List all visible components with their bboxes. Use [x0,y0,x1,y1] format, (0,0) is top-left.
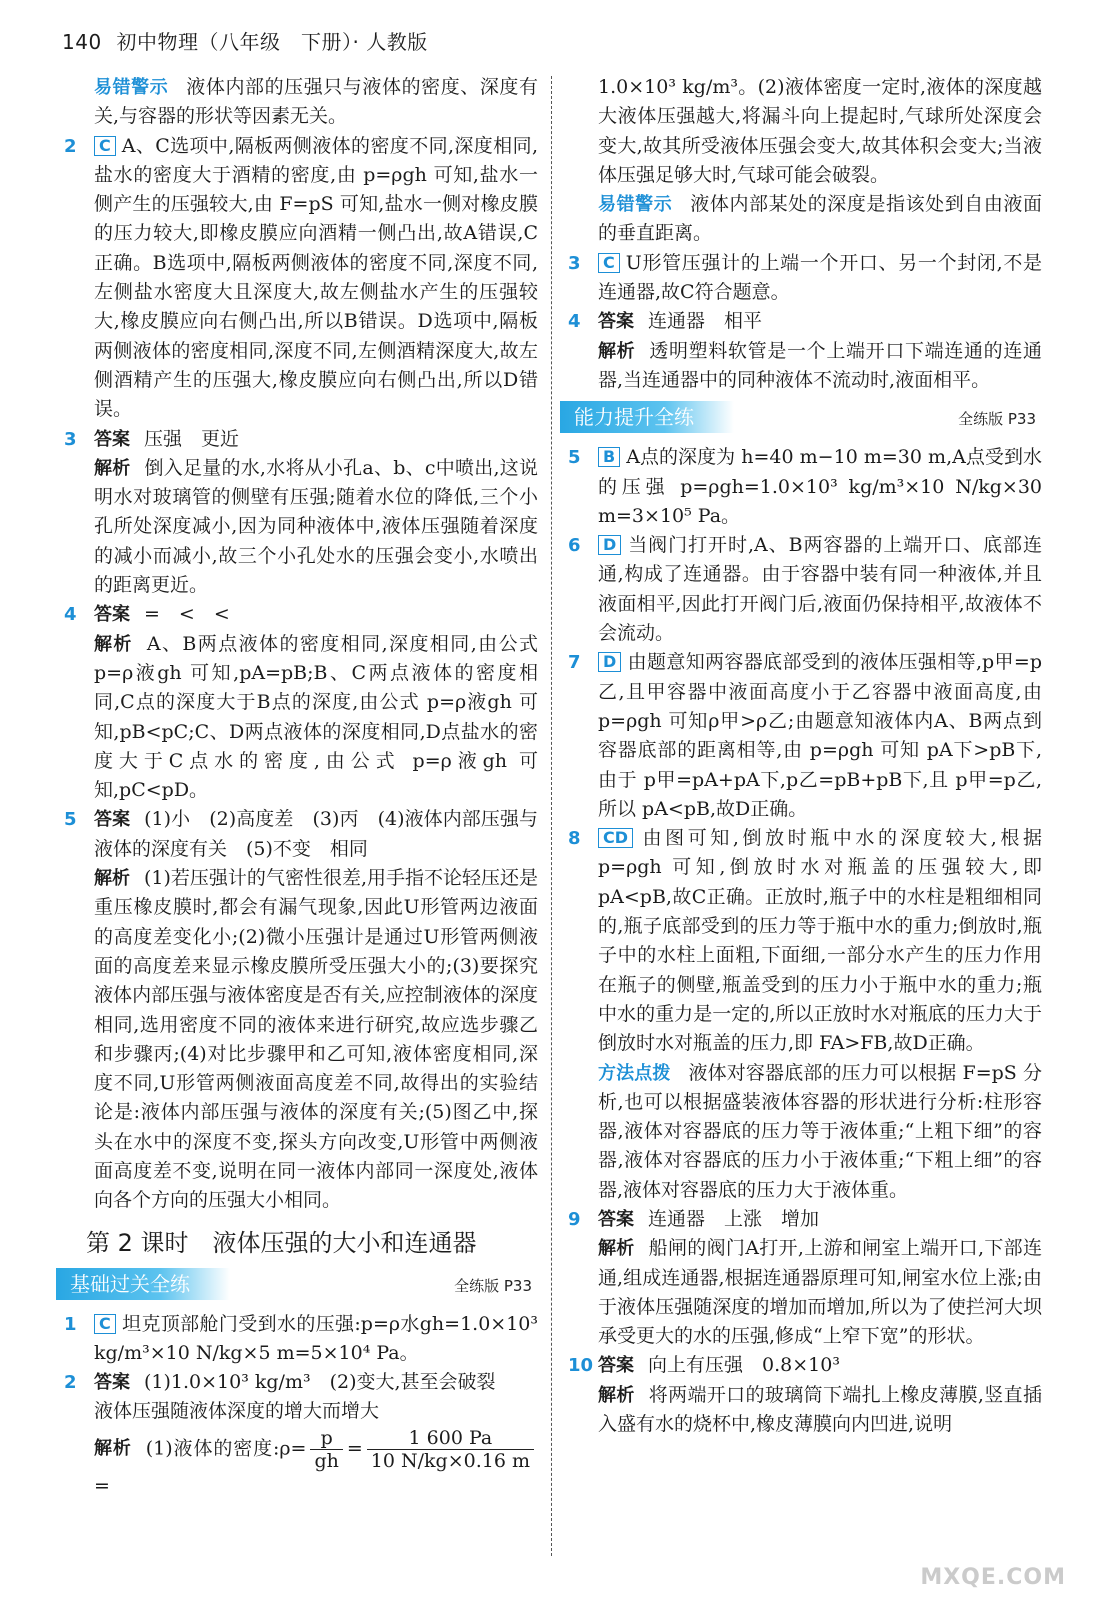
answer-box: CD [598,828,633,848]
equals-sign: = [346,1437,363,1460]
question-number: 2 [64,1372,77,1394]
analysis-label: 解析 [598,340,636,362]
question-1 [64,1310,538,1369]
question-3 [568,249,1042,308]
fraction-denominator: 10 N/kg×0.16 m [370,1449,530,1472]
tip-label: 易错警示 [94,77,169,98]
tip-text: 液体内部的压强只与液体的密度、深度有关,与容器的形状等因素无关。 [94,76,538,128]
answer-label: 答案 [94,1372,130,1394]
column-divider [551,76,552,1556]
answer-label: 答案 [94,809,131,831]
fraction-density [310,1427,342,1472]
continued-text: 1.0×10³ kg/m³。(2)液体密度一定时,液体的深度越大液体压强越大,将漏斗向上提起时,气球所处深度会变大,故其所受液体压强会变大,故其体积会变大;当液体压强足够大时,气球可能会破裂。 [598,76,1042,186]
answer-box: C [598,253,620,273]
question-10 [568,1351,1042,1439]
answer-box: C [94,1314,116,1334]
answer-continuation: 液体压强随液体深度的增大而增大 [94,1400,380,1423]
left-column [64,73,538,1501]
analysis-label: 解析 [94,457,131,479]
answer-text: (1)1.0×10³ kg/m³ (2)变大,甚至会破裂 [144,1371,496,1394]
answer-box: D [598,535,621,555]
page-number: 140 [62,30,102,54]
equals-sign: = [94,1474,110,1497]
page-header [62,26,428,55]
question-9 [568,1205,1042,1351]
fraction-numerator: p [310,1427,342,1450]
question-text: A点的深度为 h=40 m−10 m=30 m,A点受到水的压强 p=ρgh=1.0×10³ kg/m³×10 N/kg×30 m=3×10⁵ Pa。 [598,446,1042,527]
answer-text: 压强 更近 [144,427,240,450]
answer-box: B [598,447,620,467]
question-number: 10 [568,1355,594,1377]
tip-text: 液体对容器底部的压力可以根据 F=pS 分析,也可以根据盛装液体容器的形状进行分析:柱形容器,液体对容器底的压力等于液体重;“上粗下细”的容器,液体对容器底的压力小于液体重;“下粗上细”的容器,液体对容器底的压力大于液体重。 [598,1061,1042,1201]
fraction-denominator: gh [314,1449,339,1472]
banner-title: 能力提升全练 [560,401,734,433]
analysis-text: 倒入足量的水,水将从小孔a、b、c中喷出,这说明水对玻璃管的侧壁有压强;随着水位的降低,三个小孔所处深度减小,因为同种液体中,液体压强随着深度的减小而减小,故三个小孔处水的压强会变小,水喷出的距离更近。 [94,456,538,597]
analysis-text: 将两端开口的玻璃筒下端扎上橡皮薄膜,竖直插入盛有水的烧杯中,橡皮薄膜向内凹进,说明 [598,1383,1043,1436]
analysis-text: 船闸的阀门A打开,上游和闸室上端开口,下部连通,组成连通器,根据连通器原理可知,闸室水位上涨;由于液体压强随深度的增加而增加,所以为了使拦河大坝承受更大的水的压强,修成“上窄下宽”的形状。 [598,1237,1042,1348]
answer-text: = < < [144,603,230,626]
question-text: 由题意知两容器底部受到的液体压强相等,p甲=p乙,且甲容器中液面高度小于乙容器中液面高度,由 p=ρgh 可知ρ甲>ρ乙;由题意知液体内A、B两点到容器底部的距离相等,由 p=ρgh 可知 pA下>pB下,由于 p甲=pA+pA下,p乙=pB+pB下,且 p甲=p乙,所以 pA<pB,故D正确。 [598,651,1042,820]
answer-text: 向上有压强 0.8×10³ [648,1354,840,1377]
watermark-logo: MXQE.COM [920,1565,1066,1590]
question-number: 4 [64,604,77,626]
tip-block [568,1059,1042,1205]
question-text: 当阀门打开时,A、B两容器的上端开口、底部连通,构成了连通器。由于容器中装有同一种液体,并且液面相平,因此打开阀门后,液面仍保持相平,故液体不会流动。 [598,534,1042,645]
question-number: 4 [568,311,581,333]
question-2 [64,132,538,425]
question-3 [64,425,538,601]
question-5 [64,805,538,1215]
tip-label: 易错警示 [598,194,673,216]
answer-text: (1)小 (2)高度差 (3)丙 (4)液体内部压强与液体的深度有关 (5)不变 相同 [94,808,539,860]
book-title: 初中物理（八年级 下册）· 人教版 [116,30,428,54]
answer-label: 答案 [598,311,634,333]
question-8 [568,824,1042,1058]
banner-reference: 全练版 P33 [958,410,1036,429]
question-2b [64,1368,538,1501]
question-number: 1 [64,1313,77,1335]
question-number: 8 [568,828,581,850]
section-banner [56,1268,538,1302]
banner-title: 基础过关全练 [56,1268,230,1300]
analysis-label: 解析 [94,1438,132,1460]
answer-box: C [94,136,116,156]
right-column [568,73,1042,1439]
analysis-text: (1)液体的密度:ρ= [145,1437,307,1460]
analysis-label: 解析 [94,868,131,890]
question-text: 坦克顶部舱门受到水的压强:p=ρ水gh=1.0×10³ kg/m³×10 N/kg×5 m=5×10⁴ Pa。 [94,1312,538,1364]
fraction-numerator: 1 600 Pa [367,1427,534,1450]
question-number: 2 [64,135,77,157]
analysis-text: A、B两点液体的密度相同,深度相同,由公式 p=ρ液gh 可知,pA=pB;B、C两点液体的密度相同,C点的深度大于B点的深度,由公式 p=ρ液gh 可知,pB<pC;C、D两点液体的深度相同,D点盐水的密度大于C点水的密度,由公式 p=ρ液gh 可知,pC<pD。 [94,632,539,802]
answer-label: 答案 [598,1355,634,1377]
answer-label: 答案 [94,428,130,450]
question-number: 5 [64,809,77,831]
question-number: 6 [568,535,581,557]
answer-text: 连通器 上涨 增加 [648,1207,820,1230]
analysis-text: 透明塑料软管是一个上端开口下端连通的连通器,当连通器中的同种液体不流动时,液面相平。 [598,339,1042,391]
analysis-label: 解析 [94,633,133,655]
question-4 [64,600,538,805]
question-4 [568,307,1042,395]
lesson-title: 第 2 课时 液体压强的大小和连通器 [86,1228,477,1257]
banner-reference: 全练版 P33 [454,1276,532,1295]
tip-block [64,73,538,132]
question-6 [568,531,1042,648]
analysis-text: (1)若压强计的气密性很差,用手指不论轻压还是重压橡皮膜时,都会有漏气现象,因此U形管两边液面的高度差变化小;(2)微小压强计是通过U形管两侧液面的高度差来显示橡皮膜所受压强大小的;(3)要探究液体内部压强与液体密度是否有关,应控制液体的深度相同,选用密度不同的液体来进行研究,故应选步骤乙和步骤丙;(4)对比步骤甲和乙可知,液体密度相同,深度不同,U形管两侧液面高度差不同,故得出的实验结论是:液体内部压强与液体的深度有关;(5)图乙中,探头在水中的深度不变,探头方向改变,U形管中两侧液面高度差不变,说明在同一液体内部同一深度处,液体向各个方向的压强大小相同。 [94,867,538,1212]
question-number: 3 [64,428,77,450]
section-banner [560,401,1042,435]
tip-block [568,190,1042,249]
question-number: 7 [568,652,581,674]
analysis-label: 解析 [598,1238,635,1260]
question-text: A、C选项中,隔板两侧液体的密度不同,深度相同,盐水的密度大于酒精的密度,由 p=ρgh 可知,盐水一侧产生的压强较大,由 F=pS 可知,盐水一侧对橡皮膜的压力较大,即橡皮膜应向酒精一侧凸出,故A错误,C正确。B选项中,隔板两侧液体的密度不同,深度不同,左侧盐水密度大且深度大,故左侧盐水产生的压强较大,橡皮膜应向右侧凸出,所以B错误。D选项中,隔板两侧液体的密度相同,深度不同,左侧酒精深度大,故左侧酒精产生的压强大,橡皮膜应向右侧凸出,所以D错误。 [94,134,538,421]
question-text: U形管压强计的上端一个开口、另一个封闭,不是连通器,故C符合题意。 [598,251,1042,304]
question-number: 9 [568,1208,581,1230]
answer-box: D [598,652,621,672]
answer-label: 答案 [598,1208,634,1230]
fraction-values [367,1427,534,1472]
answer-text: 连通器 相平 [648,310,763,333]
answer-label: 答案 [94,604,130,626]
question-number: 5 [568,447,581,469]
question-5 [568,443,1042,531]
question-text: 由图可知,倒放时瓶中水的深度较大,根据 p=ρgh 可知,倒放时水对瓶盖的压强较大,即 pA<pB,故C正确。正放时,瓶子中的水柱是粗细相同的,瓶子底部受到的压力等于瓶中水的重力;倒放时,瓶子中的水柱上面粗,下面细,一部分水产生的压力作用在瓶子的侧壁,瓶盖受到的压力小于瓶中水的重力;瓶中水的重力是一定的,所以正放时水对瓶底的压力大于倒放时水对瓶盖的压力,即 FA>FB,故D正确。 [598,827,1042,1055]
analysis-label: 解析 [598,1384,635,1406]
question-number: 3 [568,252,581,274]
tip-text: 液体内部某处的深度是指该处到自由液面的垂直距离。 [598,193,1042,245]
tip-label: 方法点拨 [598,1062,671,1084]
question-7 [568,648,1042,824]
